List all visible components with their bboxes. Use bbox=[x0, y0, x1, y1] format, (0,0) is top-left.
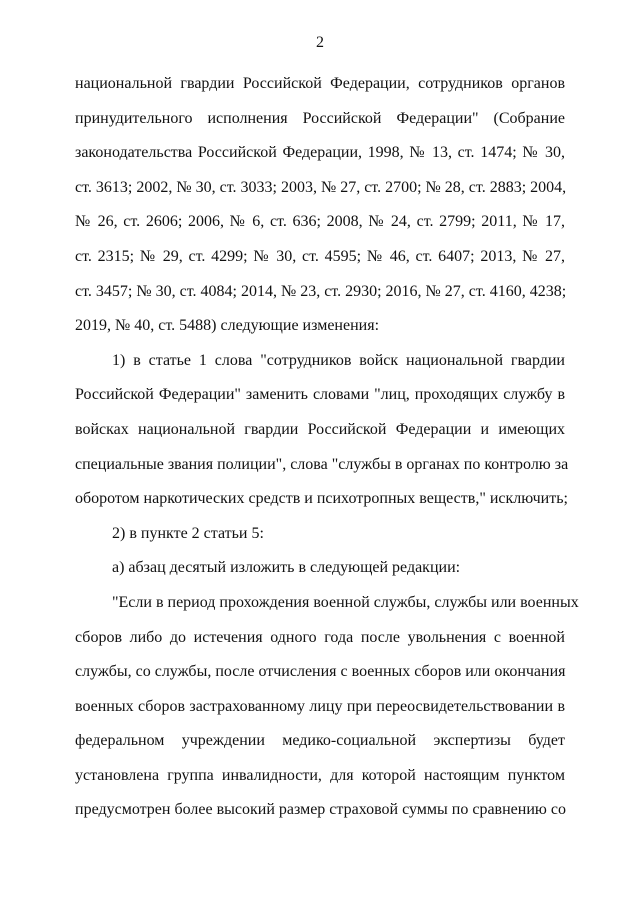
text-line: 2) в пункте 2 статьи 5: bbox=[112, 524, 264, 542]
text-line: ст. 2315; № 29, ст. 4299; № 30, ст. 4595; № 46, ст. 6407; 2013, № 27, bbox=[75, 247, 565, 265]
text-line: специальные звания полиции", слова "службы в органах по контролю за bbox=[75, 455, 569, 473]
text-line: оборотом наркотических средств и психотропных веществ," исключить; bbox=[75, 490, 568, 508]
text-line: предусмотрен более высокий размер страховой суммы по сравнению со bbox=[75, 801, 566, 819]
text-line: "Если в период прохождения военной службы, службы или военных bbox=[112, 593, 579, 611]
text-line: 1) в статье 1 слова "сотрудников войск национальной гвардии bbox=[112, 351, 565, 369]
text-line: законодательства Российской Федерации, 1998, № 13, ст. 1474; № 30, bbox=[75, 144, 565, 162]
text-line: принудительного исполнения Российской Федерации" (Собрание bbox=[75, 109, 565, 127]
text-line: сборов либо до истечения одного года после увольнения с военной bbox=[75, 628, 565, 646]
text-line: военных сборов застрахованному лицу при переосвидетельствовании в bbox=[75, 697, 565, 715]
text-line: установлена группа инвалидности, для которой настоящим пунктом bbox=[75, 766, 565, 784]
text-line: войсках национальной гвардии Российской Федерации и имеющих bbox=[75, 420, 565, 438]
text-line: ст. 3457; № 30, ст. 4084; 2014, № 23, ст. 2930; 2016, № 27, ст. 4160, 4238; bbox=[75, 282, 567, 300]
page-number: 2 bbox=[316, 34, 324, 51]
document-body bbox=[75, 67, 579, 828]
text-line: а) абзац десятый изложить в следующей редакции: bbox=[112, 559, 461, 577]
text-line: № 26, ст. 2606; 2006, № 6, ст. 636; 2008, № 24, ст. 2799; 2011, № 17, bbox=[75, 213, 565, 231]
paragraph-item-2 bbox=[75, 517, 565, 552]
paragraph-intro bbox=[75, 67, 565, 344]
paragraph-item-2a bbox=[75, 551, 565, 586]
text-line: службы, со службы, после отчисления с военных сборов или окончания bbox=[75, 663, 566, 681]
text-line: Российской Федерации" заменить словами "лиц, проходящих службу в bbox=[75, 386, 565, 404]
text-line: федеральном учреждении медико-социальной экспертизы будет bbox=[75, 732, 565, 750]
paragraph-quote bbox=[75, 586, 579, 828]
text-line: ст. 3613; 2002, № 30, ст. 3033; 2003, № 27, ст. 2700; № 28, ст. 2883; 2004, bbox=[75, 178, 567, 196]
text-line: 2019, № 40, ст. 5488) следующие изменения: bbox=[75, 317, 380, 335]
text-line: национальной гвардии Российской Федерации, сотрудников органов bbox=[75, 75, 565, 92]
paragraph-item-1 bbox=[75, 344, 569, 517]
